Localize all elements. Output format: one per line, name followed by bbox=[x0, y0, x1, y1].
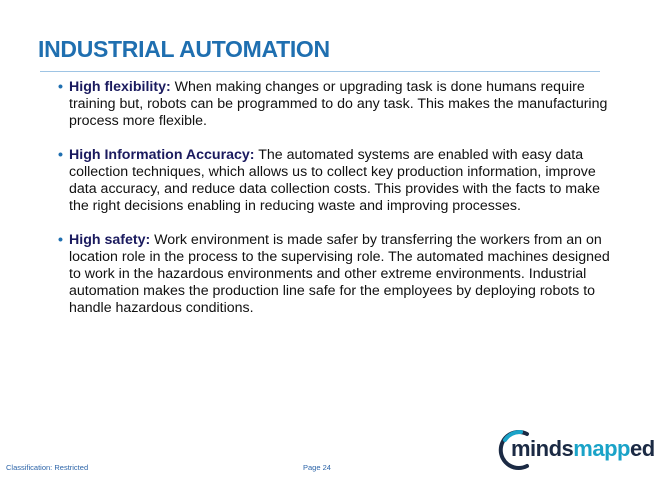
mindsmapped-logo bbox=[497, 428, 655, 472]
bullet-item bbox=[58, 232, 614, 317]
bullet-heading: High safety: bbox=[69, 232, 151, 248]
bullet-dot-icon: • bbox=[58, 147, 63, 163]
title-divider bbox=[40, 71, 600, 72]
bullet-heading: High Information Accuracy: bbox=[69, 147, 255, 163]
bullet-dot-icon: • bbox=[58, 232, 63, 248]
bullet-text: Work environment is made safer by transferring the workers from an on location role in the process to the supervising role. The automated machines designed to work in the hazardous environments and other extreme environments. Industrial automation makes the production line safe for the employees by deploying robots to handle hazardous conditions. bbox=[69, 232, 610, 316]
bullet-text: When making changes or upgrading task is done humans require training but, robots can be programmed to do any task. This makes the manufacturing process more flexible. bbox=[69, 79, 608, 129]
page-number: Page 24 bbox=[303, 463, 331, 472]
logo-wordmark: mindsmapped bbox=[511, 436, 655, 461]
bullet-item bbox=[58, 79, 614, 130]
bullet-dot-icon: • bbox=[58, 79, 63, 95]
bullet-text: The automated systems are enabled with easy data collection techniques, which allows us to collect key production information, improve data accuracy, and reduce data collection costs. This provides with the facts to make the right decisions enabling in reducing waste and improving processes. bbox=[69, 147, 600, 214]
bullet-list bbox=[58, 79, 614, 334]
bullet-heading: High flexibility: bbox=[69, 79, 171, 95]
bullet-item bbox=[58, 147, 614, 215]
classification-label: Classification: Restricted bbox=[6, 463, 89, 472]
slide-title: INDUSTRIAL AUTOMATION bbox=[38, 36, 330, 62]
